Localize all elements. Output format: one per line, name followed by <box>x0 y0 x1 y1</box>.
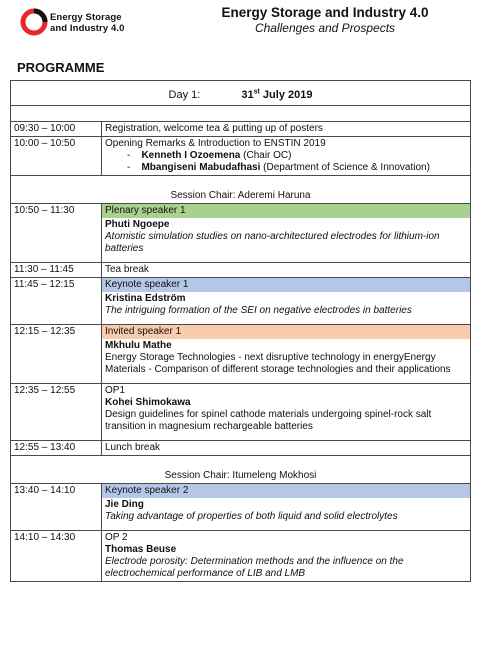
talk-title: Atomistic simulation studies on nano-architectured electrodes for lithium-ion batteries <box>105 230 440 254</box>
speaker-type-badge: Plenary speaker 1 <box>102 204 470 218</box>
spacer <box>11 105 471 121</box>
table-row <box>11 440 471 455</box>
event-cell <box>102 383 471 440</box>
table-row <box>11 277 471 324</box>
logo-line2: and Industry 4.0 <box>50 23 125 34</box>
time-cell: 11:30 – 11:45 <box>11 262 102 277</box>
day-header-row <box>11 81 471 106</box>
speaker-name: Kristina Edström <box>105 292 186 304</box>
talk-title: Taking advantage of properties of both liquid and solid electrolytes <box>105 510 398 522</box>
spacer-row <box>11 105 471 121</box>
speaker-name: Kohei Shimokawa <box>105 396 191 408</box>
time-cell: 14:10 – 14:30 <box>11 530 102 581</box>
event-text: Tea break <box>102 262 471 277</box>
speaker-type-label: OP1 <box>105 384 126 396</box>
time-cell: 10:00 – 10:50 <box>11 136 102 175</box>
event-cell <box>102 324 471 383</box>
speaker-type-badge: Keynote speaker 1 <box>102 278 470 292</box>
speaker-name: Mbangiseni Mabudafhasi <box>141 161 261 173</box>
document-subtitle: Challenges and Prospects <box>254 21 396 35</box>
time-cell: 09:30 – 10:00 <box>11 121 102 136</box>
talk-title: The intriguing formation of the SEI on negative electrodes in batteries <box>105 304 412 316</box>
event-text: Lunch break <box>102 440 471 455</box>
event-cell <box>102 483 471 530</box>
speaker-name: Jie Ding <box>105 498 144 510</box>
speaker-type-badge: Invited speaker 1 <box>102 325 470 339</box>
session-chair-row <box>11 175 471 203</box>
table-row <box>11 136 471 175</box>
table-row <box>11 483 471 530</box>
time-cell: 12:35 – 12:55 <box>11 383 102 440</box>
logo-text <box>50 12 124 34</box>
event-cell <box>102 530 471 581</box>
table-row <box>11 383 471 440</box>
opening-speaker-1: - Kenneth I Ozoemena (Chair OC) <box>127 149 292 161</box>
session-chair: Session Chair: Aderemi Haruna <box>11 175 471 203</box>
time-cell: 12:55 – 13:40 <box>11 440 102 455</box>
session-chair: Session Chair: Itumeleng Mokhosi <box>11 455 471 483</box>
day-header <box>11 81 471 106</box>
speaker-name: Phuti Ngoepe <box>105 218 170 230</box>
speaker-name: Mkhulu Mathe <box>105 339 172 351</box>
talk-title: Energy Storage Technologies - next disruptive technology in energyEnergy Materials - Comparison of different storage technologies and their applications <box>105 351 451 375</box>
time-cell: 11:45 – 12:15 <box>11 277 102 324</box>
talk-title: Electrode porosity: Determination methods and the influence on the electrochemical performance of LIB and LMB <box>105 555 404 579</box>
event-cell <box>102 277 471 324</box>
logo-line1: Energy Storage <box>50 12 122 23</box>
table-row <box>11 121 471 136</box>
event-text: Opening Remarks & Introduction to ENSTIN 2019 <box>105 137 326 149</box>
table-row <box>11 530 471 581</box>
time-cell: 12:15 – 12:35 <box>11 324 102 383</box>
table-row <box>11 203 471 262</box>
programme-heading: PROGRAMME <box>17 60 105 75</box>
day-label: Day 1: <box>168 88 201 101</box>
speaker-name: Thomas Beuse <box>105 543 177 555</box>
table-row <box>11 324 471 383</box>
talk-title: Design guidelines for spinel cathode materials undergoing spinel-rock salt transition in magnesium rechargeable batteries <box>105 408 432 432</box>
event-text: Registration, welcome tea & putting up of posters <box>102 121 471 136</box>
enstin-logo <box>20 8 180 44</box>
speaker-name: Kenneth I Ozoemena <box>141 149 241 161</box>
time-cell: 13:40 – 14:10 <box>11 483 102 530</box>
event-cell <box>102 203 471 262</box>
logo-icon <box>20 8 48 36</box>
speaker-type-badge: Keynote speaker 2 <box>102 484 470 498</box>
document-title: Energy Storage and Industry 4.0 <box>221 5 429 20</box>
table-row <box>11 262 471 277</box>
speaker-role: (Department of Science & Innovation) <box>263 161 430 173</box>
speaker-type-label: OP 2 <box>105 531 128 543</box>
speaker-role: (Chair OC) <box>243 149 292 161</box>
time-cell: 10:50 – 11:30 <box>11 203 102 262</box>
day-date-rest: July 2019 <box>262 88 313 101</box>
day-date-sup: st <box>253 88 260 95</box>
day-date-num: 31 <box>241 88 254 101</box>
opening-speaker-2: - Mbangiseni Mabudafhasi (Department of Science & Innovation) <box>127 161 430 173</box>
programme-table <box>10 80 471 582</box>
event-cell <box>102 136 471 175</box>
session-chair-row <box>11 455 471 483</box>
